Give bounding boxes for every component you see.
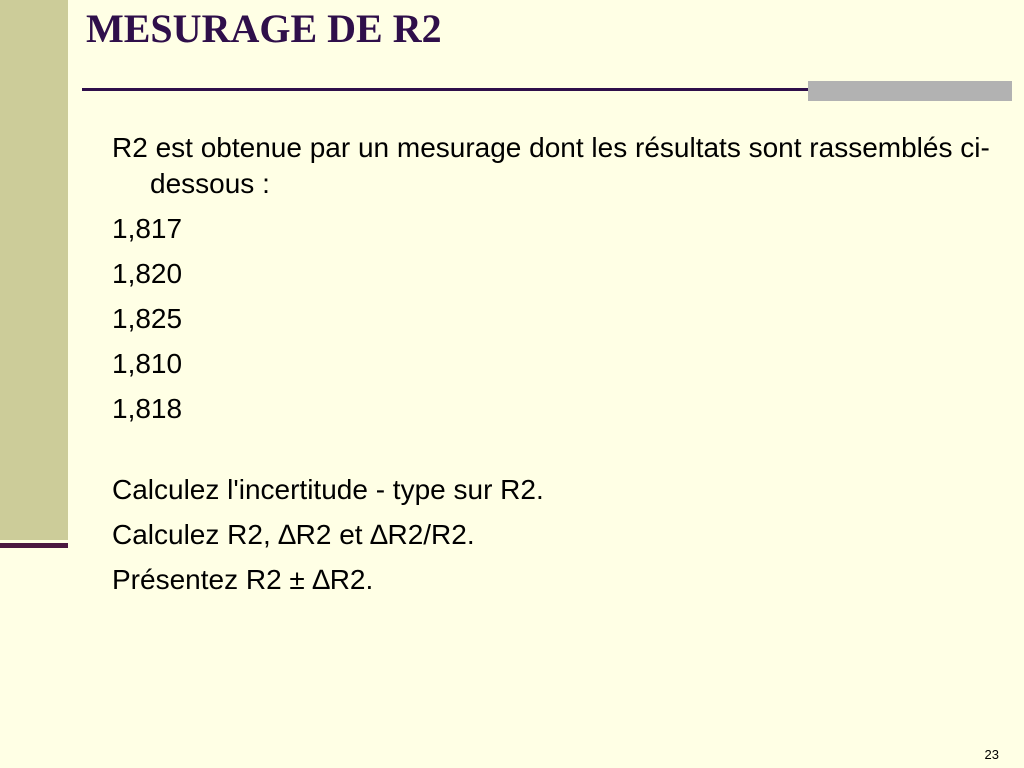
instruction-text: Calculez l'incertitude - type sur R2.: [112, 474, 544, 505]
instruction-text: Présentez R2 ± ∆R2.: [112, 564, 374, 595]
page-number: 23: [984, 747, 999, 762]
instruction-text: Calculez R2, ∆R2 et ∆R2/R2.: [112, 519, 475, 550]
intro-text: R2 est obtenue par un mesurage dont les résultats sont rassemblés ci-dessous :: [112, 132, 990, 199]
measurement-value: 1,817: [112, 213, 183, 244]
measurement-value: 1,825: [112, 303, 183, 334]
gray-decorative-block: [808, 81, 1012, 101]
slide-body: [112, 130, 992, 607]
measurement-value: 1,818: [112, 393, 183, 424]
measurement-value: 1,820: [112, 258, 183, 289]
measurement-value: 1,810: [112, 348, 183, 379]
blank-line: [112, 436, 992, 472]
left-decorative-bar: [0, 0, 68, 540]
left-accent-line: [0, 543, 68, 548]
slide-title: MESURAGE DE R2: [86, 6, 442, 51]
